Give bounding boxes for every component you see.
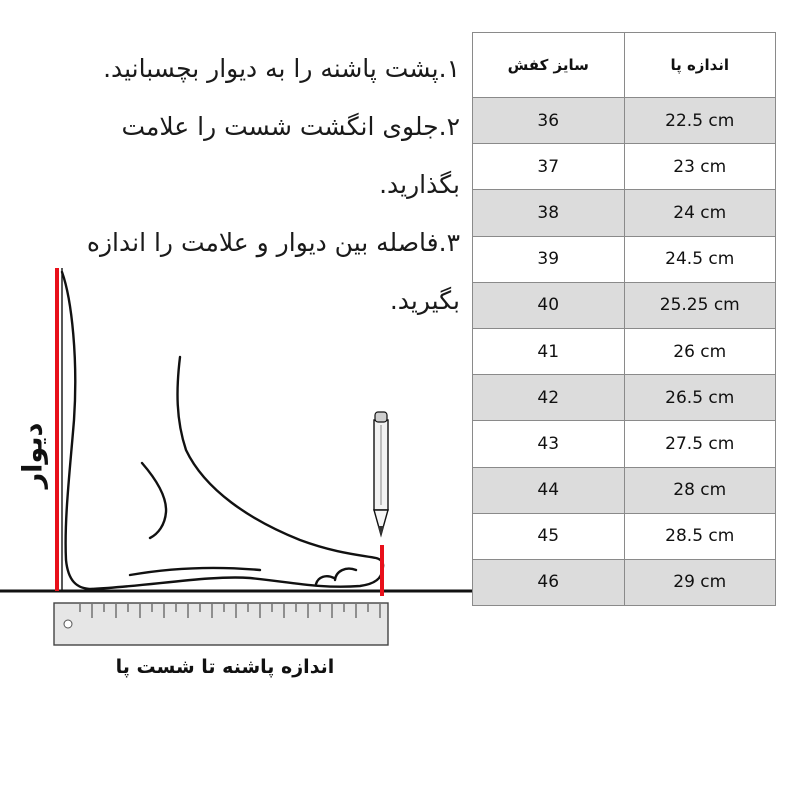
shoe-size-cell: 41 bbox=[473, 328, 625, 374]
shoe-size-cell: 44 bbox=[473, 467, 625, 513]
wall-label: دیوار bbox=[17, 422, 49, 489]
shoe-size-cell: 40 bbox=[473, 282, 625, 328]
foot-length-cell: 28 cm bbox=[624, 467, 776, 513]
shoe-size-cell: 39 bbox=[473, 236, 625, 282]
shoe-size-cell: 37 bbox=[473, 144, 625, 190]
shoe-size-cell: 43 bbox=[473, 421, 625, 467]
pencil-icon bbox=[374, 412, 388, 536]
ruler-caption: اندازه پاشنه تا شست پا bbox=[115, 656, 335, 678]
toe-marker-line bbox=[380, 545, 384, 596]
foot-length-cell: 27.5 cm bbox=[624, 421, 776, 467]
shoe-size-cell: 42 bbox=[473, 375, 625, 421]
foot-length-cell: 29 cm bbox=[624, 559, 776, 605]
instruction-step-1: ۱.پشت پاشنه را به دیوار بچسبانید. bbox=[103, 54, 460, 83]
foot-length-cell: 28.5 cm bbox=[624, 513, 776, 559]
header-foot-length: اندازه پا bbox=[624, 33, 776, 98]
foot-length-cell: 22.5 cm bbox=[624, 98, 776, 144]
foot-outline bbox=[62, 272, 383, 589]
header-shoe-size: سایز کفش bbox=[473, 33, 625, 98]
foot-length-cell: 26.5 cm bbox=[624, 375, 776, 421]
shoe-size-cell: 38 bbox=[473, 190, 625, 236]
shoe-size-cell: 36 bbox=[473, 98, 625, 144]
wall-line bbox=[55, 268, 59, 591]
shoe-size-cell: 46 bbox=[473, 559, 625, 605]
foot-length-cell: 26 cm bbox=[624, 328, 776, 374]
instruction-step-3: ۳.فاصله بین دیوار و علامت را اندازه بگیرید. bbox=[86, 228, 460, 315]
instruction-step-2: ۲.جلوی انگشت شست را علامت بگذارید. bbox=[121, 112, 460, 199]
foot-length-cell: 25.25 cm bbox=[624, 282, 776, 328]
ruler-icon bbox=[54, 603, 388, 645]
foot-length-cell: 23 cm bbox=[624, 144, 776, 190]
shoe-size-cell: 45 bbox=[473, 513, 625, 559]
foot-length-cell: 24.5 cm bbox=[624, 236, 776, 282]
foot-length-cell: 24 cm bbox=[624, 190, 776, 236]
